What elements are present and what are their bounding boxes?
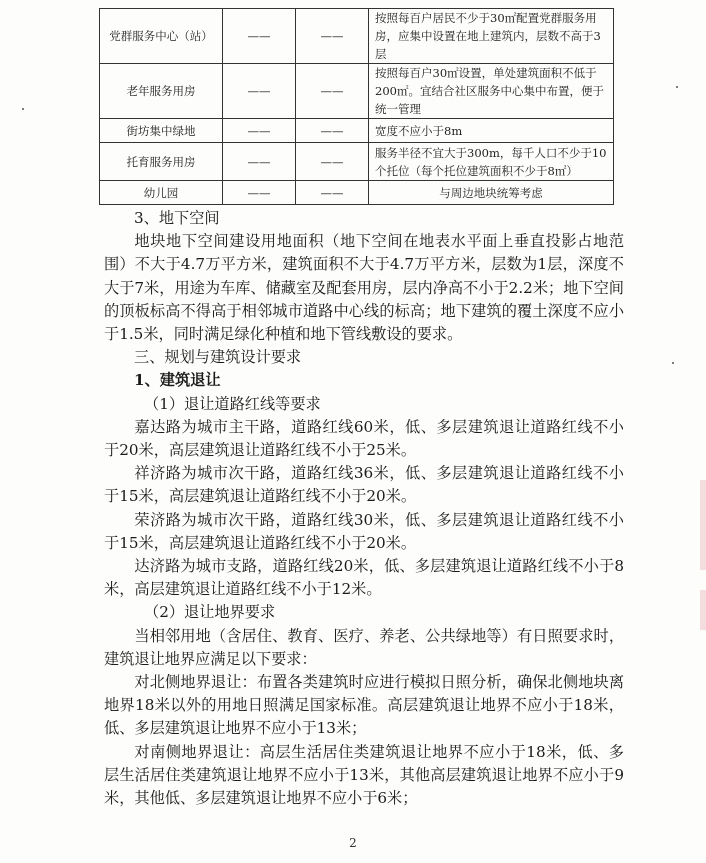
subheading-boundary: （2）退让地界要求 xyxy=(144,603,276,622)
table-row xyxy=(100,181,614,205)
paragraph-road-daji: 达济路为城市支路，道路红线20米，低、多层建筑退让道路红线不小于8米，高层建筑退让道路红线不小于12米。 xyxy=(104,557,624,599)
stamp-edge-mark xyxy=(700,590,706,630)
table-cell: —— xyxy=(223,64,296,119)
stamp-edge-mark xyxy=(700,480,706,570)
table-cell: —— xyxy=(296,181,369,205)
facility-name: 街坊集中绿地 xyxy=(100,119,223,143)
paragraph-north-boundary: 对北侧地界退让：布置各类建筑时应进行模拟日照分析，确保北侧地块离地界18米以外的用地日照满足国家标准。高层建筑退让地界不应小于18米，低、多层建筑退让地界不应小于13米； xyxy=(104,673,624,738)
table-cell: —— xyxy=(223,143,296,181)
scan-speck xyxy=(676,86,678,88)
part-heading-planning: 三、规划与建筑设计要求 xyxy=(134,348,302,367)
facility-name: 幼儿园 xyxy=(100,181,223,205)
paragraph-road-xiangji: 祥济路为城市次干路，道路红线36米，低、多层建筑退让道路红线不小于15米，高层建筑退让道路红线不小于20米。 xyxy=(104,464,624,506)
table-cell: —— xyxy=(223,181,296,205)
table-cell: —— xyxy=(296,64,369,119)
facility-name: 党群服务中心（站） xyxy=(100,9,223,64)
facility-requirement: 按照每百户居民不少于30㎡配置党群服务用房，应集中设置在地上建筑内，层数不高于3层 xyxy=(369,9,614,64)
facility-requirement: 宽度不应小于8m xyxy=(369,119,614,143)
facility-requirement: 按照每百户30㎡设置，单处建筑面积不低于200㎡。宜结合社区服务中心集中布置，便于统一管理 xyxy=(369,64,614,119)
paragraph-underground: 地块地下空间建设用地面积（地下空间在地表水平面上垂直投影占地范围）不大于4.7万平方米，建筑面积不大于4.7万平方米，层数为1层，深度不大于7米，用途为车库、储藏室及配套用房，层内净高不小于2.2米；地下空间的顶板标高不得高于相邻城市道路中心线的标高；地下建筑的覆土深度不应小于1.5米，同时满足绿化种植和地下管线敷设的要求。 xyxy=(104,232,624,344)
table-cell: —— xyxy=(296,119,369,143)
section-heading-underground: 3、地下空间 xyxy=(134,209,220,227)
table-cell: —— xyxy=(223,9,296,64)
paragraph-road-jiada: 嘉达路为城市主干路，道路红线60米，低、多层建筑退让道路红线不小于20米，高层建筑退让道路红线不小于25米。 xyxy=(104,417,624,460)
paragraph-south-boundary: 对南侧地界退让：高层生活居住类建筑退让地界不应小于18米，低、多层生活居住类建筑退让地界不应小于13米，其他高层建筑退让地界不应小于9米，其他低、多层建筑退让地界不应小于6米； xyxy=(104,742,624,808)
facilities-table xyxy=(99,8,614,205)
table-cell: —— xyxy=(296,9,369,64)
table-row xyxy=(100,143,614,181)
facility-name: 托育服务用房 xyxy=(100,143,223,181)
scan-speck xyxy=(672,362,674,364)
body-text xyxy=(104,207,624,810)
section-heading-setback: 1、建筑退让 xyxy=(134,371,221,390)
table-cell: —— xyxy=(223,119,296,143)
facility-requirement: 与周边地块统筹考虑 xyxy=(369,181,614,205)
table-cell: —— xyxy=(296,143,369,181)
page-number: 2 xyxy=(349,836,357,850)
facility-name: 老年服务用房 xyxy=(100,64,223,119)
table-row xyxy=(100,119,614,143)
table-row xyxy=(100,9,614,64)
table-row xyxy=(100,64,614,119)
subheading-road-redline: （1）退让道路红线等要求 xyxy=(144,394,321,413)
paragraph-road-rongji: 荣济路为城市次干路，道路红线30米，低、多层建筑退让道路红线不小于15米，高层建筑退让道路红线不小于20米。 xyxy=(104,510,624,552)
paragraph-boundary-intro: 当相邻用地（含居住、教育、医疗、养老、公共绿地等）有日照要求时，建筑退让地界应满足以下要求： xyxy=(104,626,624,668)
scan-speck xyxy=(22,108,24,110)
facility-requirement: 服务半径不宜大于300m，每千人口不少于10个托位（每个托位建筑面积不少于8㎡） xyxy=(369,143,614,181)
